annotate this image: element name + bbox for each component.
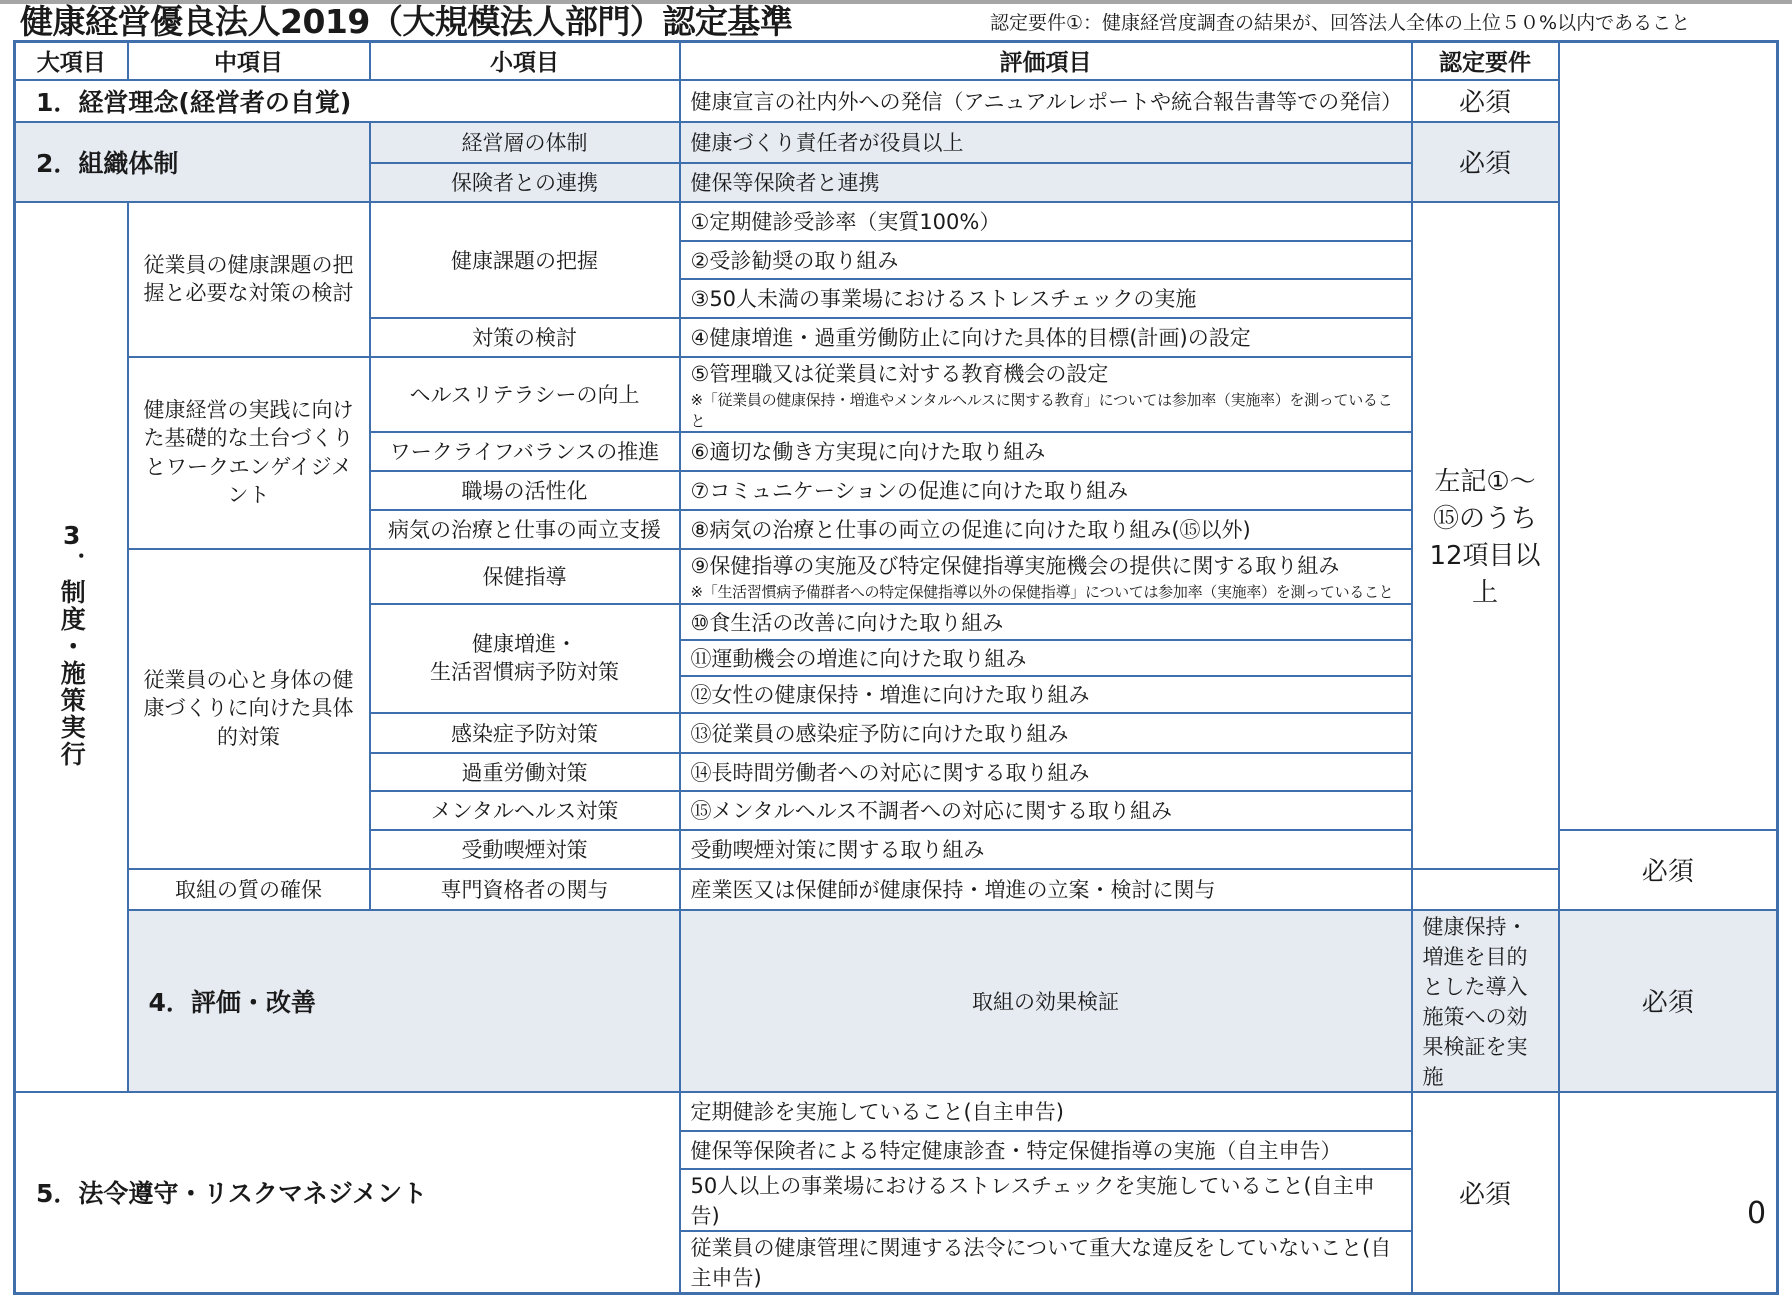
criterion-2: ②受診勧奨の取り組み: [680, 241, 1412, 279]
category-5-item-4: 従業員の健康管理に関連する法令について重大な違反をしていないこと(自主申告): [680, 1231, 1412, 1294]
table-row: [15, 122, 1778, 163]
category-3-label: [15, 202, 128, 1092]
category-4-item: 健康保持・増進を目的とした導入施策への効果検証を実施: [1412, 910, 1559, 1092]
category-5-item-2: 健保等保険者による特定健康診査・特定保健指導の実施（自主申告）: [680, 1131, 1412, 1169]
category-2-label: 2．組織体制: [15, 122, 370, 202]
category-3-tail-requirement: 必須: [1559, 830, 1778, 910]
category-3-sub-9: 感染症予防対策: [370, 713, 680, 753]
criterion-8: ⑧病気の治療と仕事の両立の促進に向けた取り組み(⑮以外): [680, 510, 1412, 549]
category-2-requirement: 必須: [1412, 122, 1559, 202]
criterion-10: ⑩食生活の改善に向けた取り組み: [680, 604, 1412, 640]
category-3-sub-2: 対策の検討: [370, 318, 680, 357]
category-1-label: 1．経営理念(経営者の自覚): [15, 80, 680, 122]
criterion-7: ⑦コミュニケーションの促進に向けた取り組み: [680, 471, 1412, 510]
category-1-item: 健康宣言の社内外への発信（アニュアルレポートや統合報告書等での発信）: [680, 80, 1412, 122]
category-3-sub-8-line-2: 生活習慣病予防対策: [430, 660, 619, 684]
category-3-sub-7: 保健指導: [370, 549, 680, 604]
category-3-sub-10: 過重労働対策: [370, 753, 680, 791]
header-nintei: 認定要件: [1412, 42, 1559, 80]
category-3-sub-3: ヘルスリテラシーの向上: [370, 357, 680, 432]
category-4-label: 4．評価・改善: [128, 910, 680, 1092]
category-3-mid-1: 従業員の健康課題の把握と必要な対策の検討: [128, 202, 370, 357]
category-2-sub-1: 経営層の体制: [370, 122, 680, 163]
category-4-requirement: 必須: [1559, 910, 1778, 1092]
category-5-requirement: 必須: [1412, 1092, 1559, 1294]
category-1-requirement: 必須: [1412, 80, 1559, 122]
category-3-sub-5: 職場の活性化: [370, 471, 680, 510]
criterion-1: ①定期健診受診率（実質100%）: [680, 202, 1412, 241]
category-3-sub-11: メンタルヘルス対策: [370, 791, 680, 830]
criterion-9-note: ※「生活習慣病予備群者への特定保健指導以外の保健指導」については参加率（実施率）を測っていること: [690, 583, 1394, 601]
category-4-sub: 取組の効果検証: [680, 910, 1412, 1092]
table-row: [15, 1092, 1778, 1131]
category-5-item-1: 定期健診を実施していること(自主申告): [680, 1092, 1412, 1131]
table-row: [15, 869, 1778, 910]
header-hyoka: 評価項目: [680, 42, 1412, 80]
criterion-13: ⑬従業員の感染症予防に向けた取り組み: [680, 713, 1412, 753]
category-3-sub-4: ワークライフバランスの推進: [370, 432, 680, 471]
category-3-mid-2: 健康経営の実践に向けた基礎的な土台づくりとワークエンゲイジメント: [128, 357, 370, 549]
category-2-item-2: 健保等保険者と連携: [680, 163, 1412, 202]
category-3-mid-3: 従業員の心と身体の健康づくりに向けた具体的対策: [128, 549, 370, 869]
category-3-sub-12: 受動喫煙対策: [370, 830, 680, 869]
criterion-14: ⑭長時間労働者への対応に関する取り組み: [680, 753, 1412, 791]
criterion-5-note: ※「従業員の健康保持・増進やメンタルヘルスに関する教育」については参加率（実施率）を測っていること: [690, 390, 1393, 430]
criterion-17: 産業医又は保健師が健康保持・増進の立案・検討に関与: [680, 869, 1412, 910]
criterion-5-text: ⑤管理職又は従業員に対する教育機会の設定: [690, 361, 1109, 386]
category-3-sub-8: [370, 604, 680, 713]
table-row: [15, 202, 1778, 241]
criteria-table: [13, 40, 1779, 1295]
category-5-item-3: 50人以上の事業場におけるストレスチェックを実施していること(自主申告): [680, 1169, 1412, 1231]
category-3-label-text: 3．制度・施策実行: [57, 520, 87, 768]
criterion-15: ⑮メンタルヘルス不調者への対応に関する取り組み: [680, 791, 1412, 830]
criterion-11: ⑪運動機会の増進に向けた取り組み: [680, 640, 1412, 676]
criterion-3: ③50人未満の事業場におけるストレスチェックの実施: [680, 279, 1412, 318]
header-row: [15, 42, 1778, 80]
criterion-16: 受動喫煙対策に関する取り組み: [680, 830, 1412, 869]
header-sho: 小項目: [370, 42, 680, 80]
header-dai: 大項目: [15, 42, 128, 80]
category-3-sub-13: 専門資格者の関与: [370, 869, 680, 910]
criterion-9-text: ⑨保健指導の実施及び特定保健指導実施機会の提供に関する取り組み: [690, 554, 1340, 578]
category-2-item-1: 健康づくり責任者が役員以上: [680, 122, 1412, 163]
category-3-sub-8-line-1: 健康増進・: [472, 631, 577, 656]
category-3-sub-1: 健康課題の把握: [370, 202, 680, 318]
criterion-6: ⑥適切な働き方実現に向けた取り組み: [680, 432, 1412, 471]
table-row: [15, 80, 1778, 122]
header-chu: 中項目: [128, 42, 370, 80]
category-3-sub-6: 病気の治療と仕事の両立支援: [370, 510, 680, 549]
criterion-5: [680, 357, 1412, 432]
page-title: 健康経営優良法人2019（大規模法人部門）認定基準: [20, 2, 793, 41]
criterion-9: [680, 549, 1412, 604]
certification-note: 認定要件①：健康経営度調査の結果が、回答法人全体の上位５０%以内であること: [990, 12, 1691, 34]
category-5-label: 5．法令遵守・リスクマネジメント: [15, 1092, 680, 1294]
criterion-12: ⑫女性の健康保持・増進に向けた取り組み: [680, 676, 1412, 713]
criterion-4: ④健康増進・過重労働防止に向けた具体的目標(計画)の設定: [680, 318, 1412, 357]
table-row: [15, 910, 1778, 1092]
category-2-sub-2: 保険者との連携: [370, 163, 680, 202]
category-3-requirement: 左記①～⑮のうち12項目以上: [1412, 202, 1559, 869]
category-3-mid-4: 取組の質の確保: [128, 869, 370, 910]
page-number: 0: [1747, 1196, 1767, 1231]
